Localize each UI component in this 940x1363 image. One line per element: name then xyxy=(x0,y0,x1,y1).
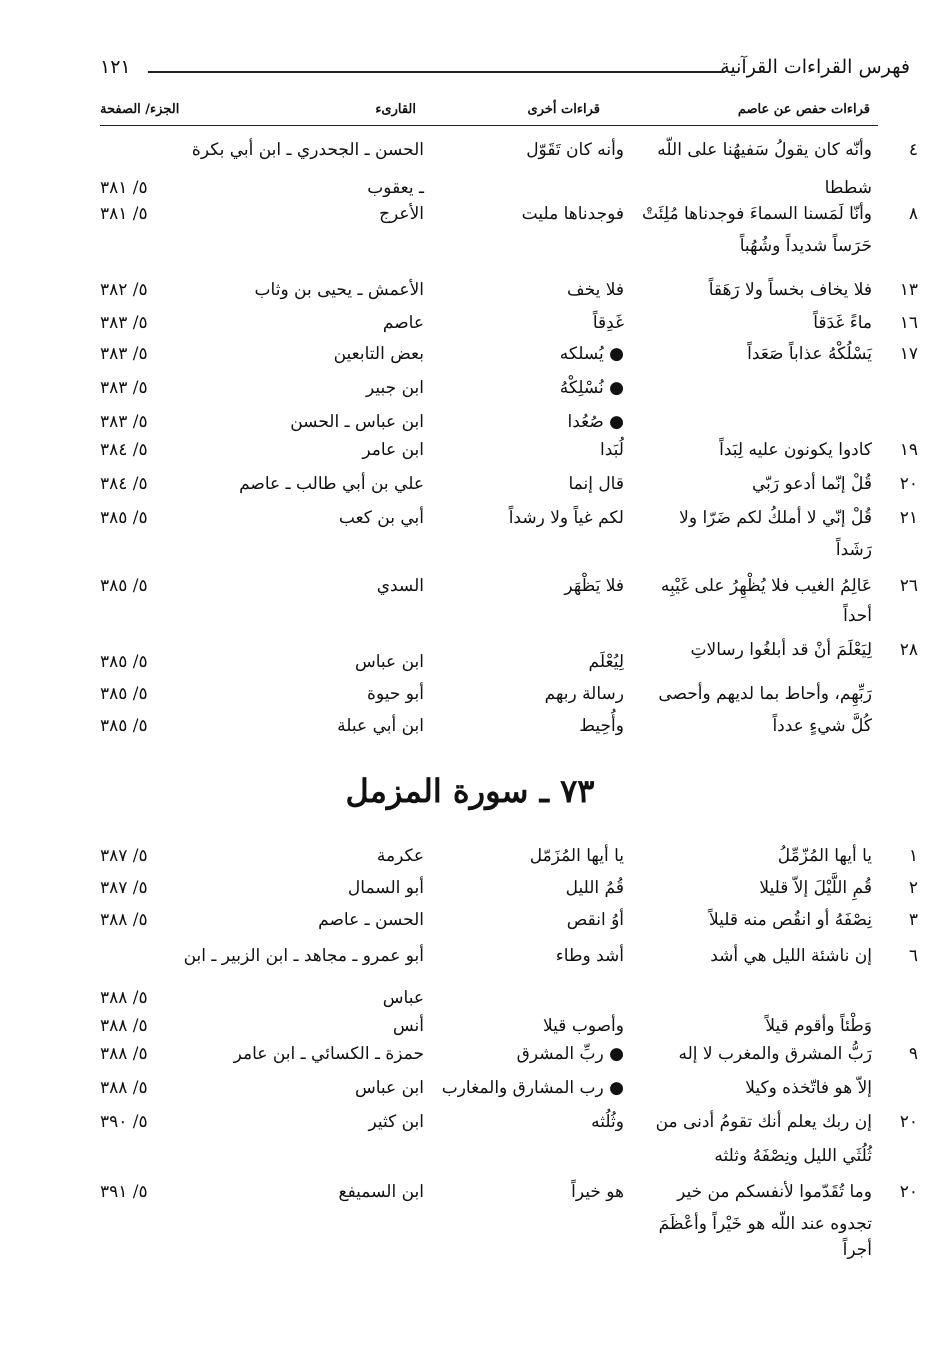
table-row xyxy=(0,910,940,944)
reader-name: عباس xyxy=(382,988,424,1008)
table-row xyxy=(0,1240,940,1274)
verse-number: ٣ xyxy=(908,910,918,930)
hafs-reading: وما تُقَدّموا لأنفسكم من خير xyxy=(677,1182,872,1202)
other-reading: لكم غياً ولا رشداً xyxy=(508,508,624,528)
column-header-reader: القارىء xyxy=(375,102,416,117)
reader-name: أبو السمال xyxy=(347,878,424,898)
reader-name: ـ يعقوب xyxy=(367,178,424,198)
hafs-reading: قُلْ إنّما أدعو رَبّي xyxy=(751,474,872,494)
table-row xyxy=(0,378,940,412)
reader-name: السدي xyxy=(376,576,424,596)
hafs-reading: نِصْفَهُ أو انقُص منه قليلاً xyxy=(709,910,872,930)
other-reading: رسالة ربهم xyxy=(544,684,624,704)
column-header-hafs: قراءات حفص عن عاصم xyxy=(737,102,870,117)
volume-page-ref: ٥/ ٣٨٣ xyxy=(100,378,148,398)
reader-name: الأعرج xyxy=(379,204,424,224)
reader-name: أنس xyxy=(392,1016,424,1036)
volume-page-ref: ٥/ ٣٨٤ xyxy=(100,440,148,460)
volume-page-ref: ٥/ ٣٨٥ xyxy=(100,716,148,736)
table-row xyxy=(0,846,940,880)
surah-heading: ٧٣ ـ سورة المزمل xyxy=(345,772,595,810)
volume-page-ref: ٥/ ٣٨٤ xyxy=(100,474,148,494)
reader-name: حمزة ـ الكسائي ـ ابن عامر xyxy=(233,1044,424,1064)
verse-number: ٦ xyxy=(908,946,918,966)
verse-number: ٢٠ xyxy=(899,474,918,494)
table-row xyxy=(0,344,940,378)
other-reading: فوجدناها مليت xyxy=(521,204,624,224)
verse-number: ١ xyxy=(908,846,918,866)
other-reading: هو خيراً xyxy=(571,1182,624,1202)
reader-name: ابن أبي عبلة xyxy=(337,716,424,736)
verse-number: ٩ xyxy=(908,1044,918,1064)
other-reading: ● رب المشارق والمغارب xyxy=(441,1078,624,1098)
table-row xyxy=(0,946,940,980)
table-row xyxy=(0,236,940,270)
page-number: ١٢١ xyxy=(100,56,131,78)
other-reading: وأنه كان تَقَوّل xyxy=(526,140,624,160)
other-reading: يا أيها المُزَمّل xyxy=(529,846,624,866)
hafs-reading: عَالِمُ الغيب فلا يُظْهِرُ على غَيْبِه xyxy=(660,576,872,596)
reader-name: عكرمة xyxy=(376,846,424,866)
volume-page-ref: ٥/ ٣٨٥ xyxy=(100,576,148,596)
hafs-reading: ثُلُثَي الليل ونِصْفَهُ وثلثه xyxy=(714,1146,872,1166)
table-row xyxy=(0,280,940,314)
hafs-reading: لِيَعْلَمَ أنْ قد أبلغُوا رسالاتِ xyxy=(690,640,872,660)
hafs-reading: أحداً xyxy=(843,606,872,626)
reader-name: بعض التابعين xyxy=(333,344,424,364)
hafs-reading: إن ربك يعلم أنك تقومُ أدنى من xyxy=(655,1112,872,1132)
reader-name: ابن جبير xyxy=(366,378,424,398)
column-header-other: قراءات أخرى xyxy=(527,102,600,117)
other-reading: أوُ انقص xyxy=(566,910,624,930)
hafs-reading: فلا يخاف بخساً ولا رَهَقاً xyxy=(708,280,872,300)
other-reading: وأصوب قيلا xyxy=(543,1016,624,1036)
hafs-reading: وأنّه كان يقولُ سَفيهُنا على اللّه xyxy=(657,140,872,160)
table-row xyxy=(0,474,940,508)
volume-page-ref: ٥/ ٣٨٧ xyxy=(100,846,148,866)
table-row xyxy=(0,1182,940,1216)
volume-page-ref: ٥/ ٣٨٣ xyxy=(100,412,148,432)
other-reading: ● صُعُدا xyxy=(567,412,624,432)
table-row xyxy=(0,440,940,474)
table-row xyxy=(0,313,940,347)
verse-number: ٢١ xyxy=(899,508,918,528)
other-reading: فلا يخف xyxy=(567,280,624,300)
reader-name: أبو حيوة xyxy=(367,684,424,704)
hafs-reading: رَبِّهِم، وأحاط بما لديهم وأحصى xyxy=(658,684,872,704)
verse-number: ١٩ xyxy=(899,440,918,460)
table-row xyxy=(0,540,940,574)
verse-number: ٨ xyxy=(908,204,918,224)
other-reading: فلا يَظْهَر xyxy=(564,576,624,596)
reader-name: الحسن ـ عاصم xyxy=(318,910,424,930)
verse-number: ٢٦ xyxy=(899,576,918,596)
table-row xyxy=(0,684,940,718)
other-reading: غَدِقاً xyxy=(592,313,624,333)
column-header-ref: الجزء/ الصفحة xyxy=(100,102,180,117)
reader-name: علي بن أبي طالب ـ عاصم xyxy=(239,474,424,494)
hafs-reading: وأنّا لَمَسنا السماءَ فوجدناها مُلِئَتْ xyxy=(642,204,872,224)
hafs-reading: وَطْئاً وأقوم قيلاً xyxy=(765,1016,872,1036)
table-row xyxy=(0,140,940,174)
reader-name: أبي بن كعب xyxy=(338,508,424,528)
reader-name: ابن عباس xyxy=(354,1078,424,1098)
hafs-reading: تجدوه عند اللّه هو خَيْراً وأعْظَمَ xyxy=(658,1214,872,1234)
volume-page-ref: ٥/ ٣٩٠ xyxy=(100,1112,148,1132)
reader-name: ابن عباس ـ الحسن xyxy=(290,412,424,432)
reader-name: أبو عمرو ـ مجاهد ـ ابن الزبير ـ ابن xyxy=(183,946,424,966)
volume-page-ref: ٥/ ٣٨٢ xyxy=(100,280,148,300)
volume-page-ref: ٥/ ٣٨١ xyxy=(100,178,148,198)
hafs-reading: إلاّ هو فاتّخذه وكيلا xyxy=(745,1078,872,1098)
hafs-reading: إن ناشئة الليل هي أشد xyxy=(710,946,872,966)
other-reading: لُبَدا xyxy=(600,440,624,460)
reader-name: عاصم xyxy=(382,313,424,333)
other-reading: وأُحِيط xyxy=(579,716,624,736)
other-reading: وثُلُثه xyxy=(591,1112,624,1132)
running-header-title: فهرس القراءات القرآنية xyxy=(720,56,910,78)
verse-number: ١٦ xyxy=(899,313,918,333)
verse-number: ٢٠ xyxy=(899,1112,918,1132)
table-row xyxy=(0,652,940,686)
volume-page-ref: ٥/ ٣٨١ xyxy=(100,204,148,224)
volume-page-ref: ٥/ ٣٨٨ xyxy=(100,1044,148,1064)
volume-page-ref: ٥/ ٣٩١ xyxy=(100,1182,148,1202)
table-row xyxy=(0,576,940,610)
volume-page-ref: ٥/ ٣٨٧ xyxy=(100,878,148,898)
reader-name: ابن السميفع xyxy=(338,1182,424,1202)
other-reading: لِيُعْلَم xyxy=(588,652,624,672)
table-row xyxy=(0,878,940,912)
table-row xyxy=(0,716,940,750)
hafs-reading: كُلَّ شيءٍ عدداً xyxy=(772,716,872,736)
reader-name: ابن كثير xyxy=(368,1112,424,1132)
verse-number: ٤ xyxy=(908,140,918,160)
column-header-rule xyxy=(100,125,878,126)
hafs-reading: حَرَساً شديداً وشُهُباً xyxy=(739,236,872,256)
reader-name: الحسن ـ الجحدري ـ ابن أبي بكرة xyxy=(191,140,424,160)
volume-page-ref: ٥/ ٣٨٣ xyxy=(100,313,148,333)
reader-name: ابن عباس xyxy=(354,652,424,672)
hafs-reading: قُمِ اللَّيْلَ إلاّ قليلا xyxy=(759,878,872,898)
volume-page-ref: ٥/ ٣٨٨ xyxy=(100,988,148,1008)
table-row xyxy=(0,606,940,640)
verse-number: ١٣ xyxy=(899,280,918,300)
hafs-reading: كادوا يكونون عليه لِبَداً xyxy=(719,440,872,460)
other-reading: قُمُ الليل xyxy=(565,878,624,898)
hafs-reading: أجراً xyxy=(842,1240,872,1260)
table-row xyxy=(0,1112,940,1146)
volume-page-ref: ٥/ ٣٨٣ xyxy=(100,344,148,364)
other-reading: ● يُسلكه xyxy=(559,344,624,364)
reader-name: ابن عامر xyxy=(362,440,424,460)
table-row xyxy=(0,1146,940,1180)
volume-page-ref: ٥/ ٣٨٥ xyxy=(100,508,148,528)
table-row xyxy=(0,508,940,542)
volume-page-ref: ٥/ ٣٨٥ xyxy=(100,652,148,672)
other-reading: ● نُسْلِكْهُ xyxy=(559,378,624,398)
table-row xyxy=(0,1078,940,1112)
volume-page-ref: ٥/ ٣٨٨ xyxy=(100,1016,148,1036)
volume-page-ref: ٥/ ٣٨٥ xyxy=(100,684,148,704)
other-reading: ● ربِّ المشرق xyxy=(516,1044,624,1064)
other-reading: قال إنما xyxy=(568,474,624,494)
table-row xyxy=(0,1044,940,1078)
hafs-reading: رَبُّ المشرق والمغرب لا إله xyxy=(678,1044,872,1064)
verse-number: ٢٨ xyxy=(899,640,918,660)
hafs-reading: شططا xyxy=(824,178,872,198)
table-row xyxy=(0,204,940,238)
other-reading: أشد وطاء xyxy=(555,946,624,966)
hafs-reading: رَشَداً xyxy=(835,540,872,560)
hafs-reading: يا أيها المُزّمِّلُ xyxy=(777,846,872,866)
verse-number: ١٧ xyxy=(899,344,918,364)
verse-number: ٢ xyxy=(908,878,918,898)
hafs-reading: قُلْ إنّي لا أملكُ لكم ضَرّا ولا xyxy=(679,508,872,528)
volume-page-ref: ٥/ ٣٨٨ xyxy=(100,1078,148,1098)
verse-number: ٢٠ xyxy=(899,1182,918,1202)
hafs-reading: ماءً غَدَقاً xyxy=(813,313,872,333)
header-rule xyxy=(148,71,725,73)
hafs-reading: يَسْلُكْهُ عذاباً صَعَداً xyxy=(747,344,872,364)
reader-name: الأعمش ـ يحيى بن وثاب xyxy=(254,280,424,300)
volume-page-ref: ٥/ ٣٨٨ xyxy=(100,910,148,930)
